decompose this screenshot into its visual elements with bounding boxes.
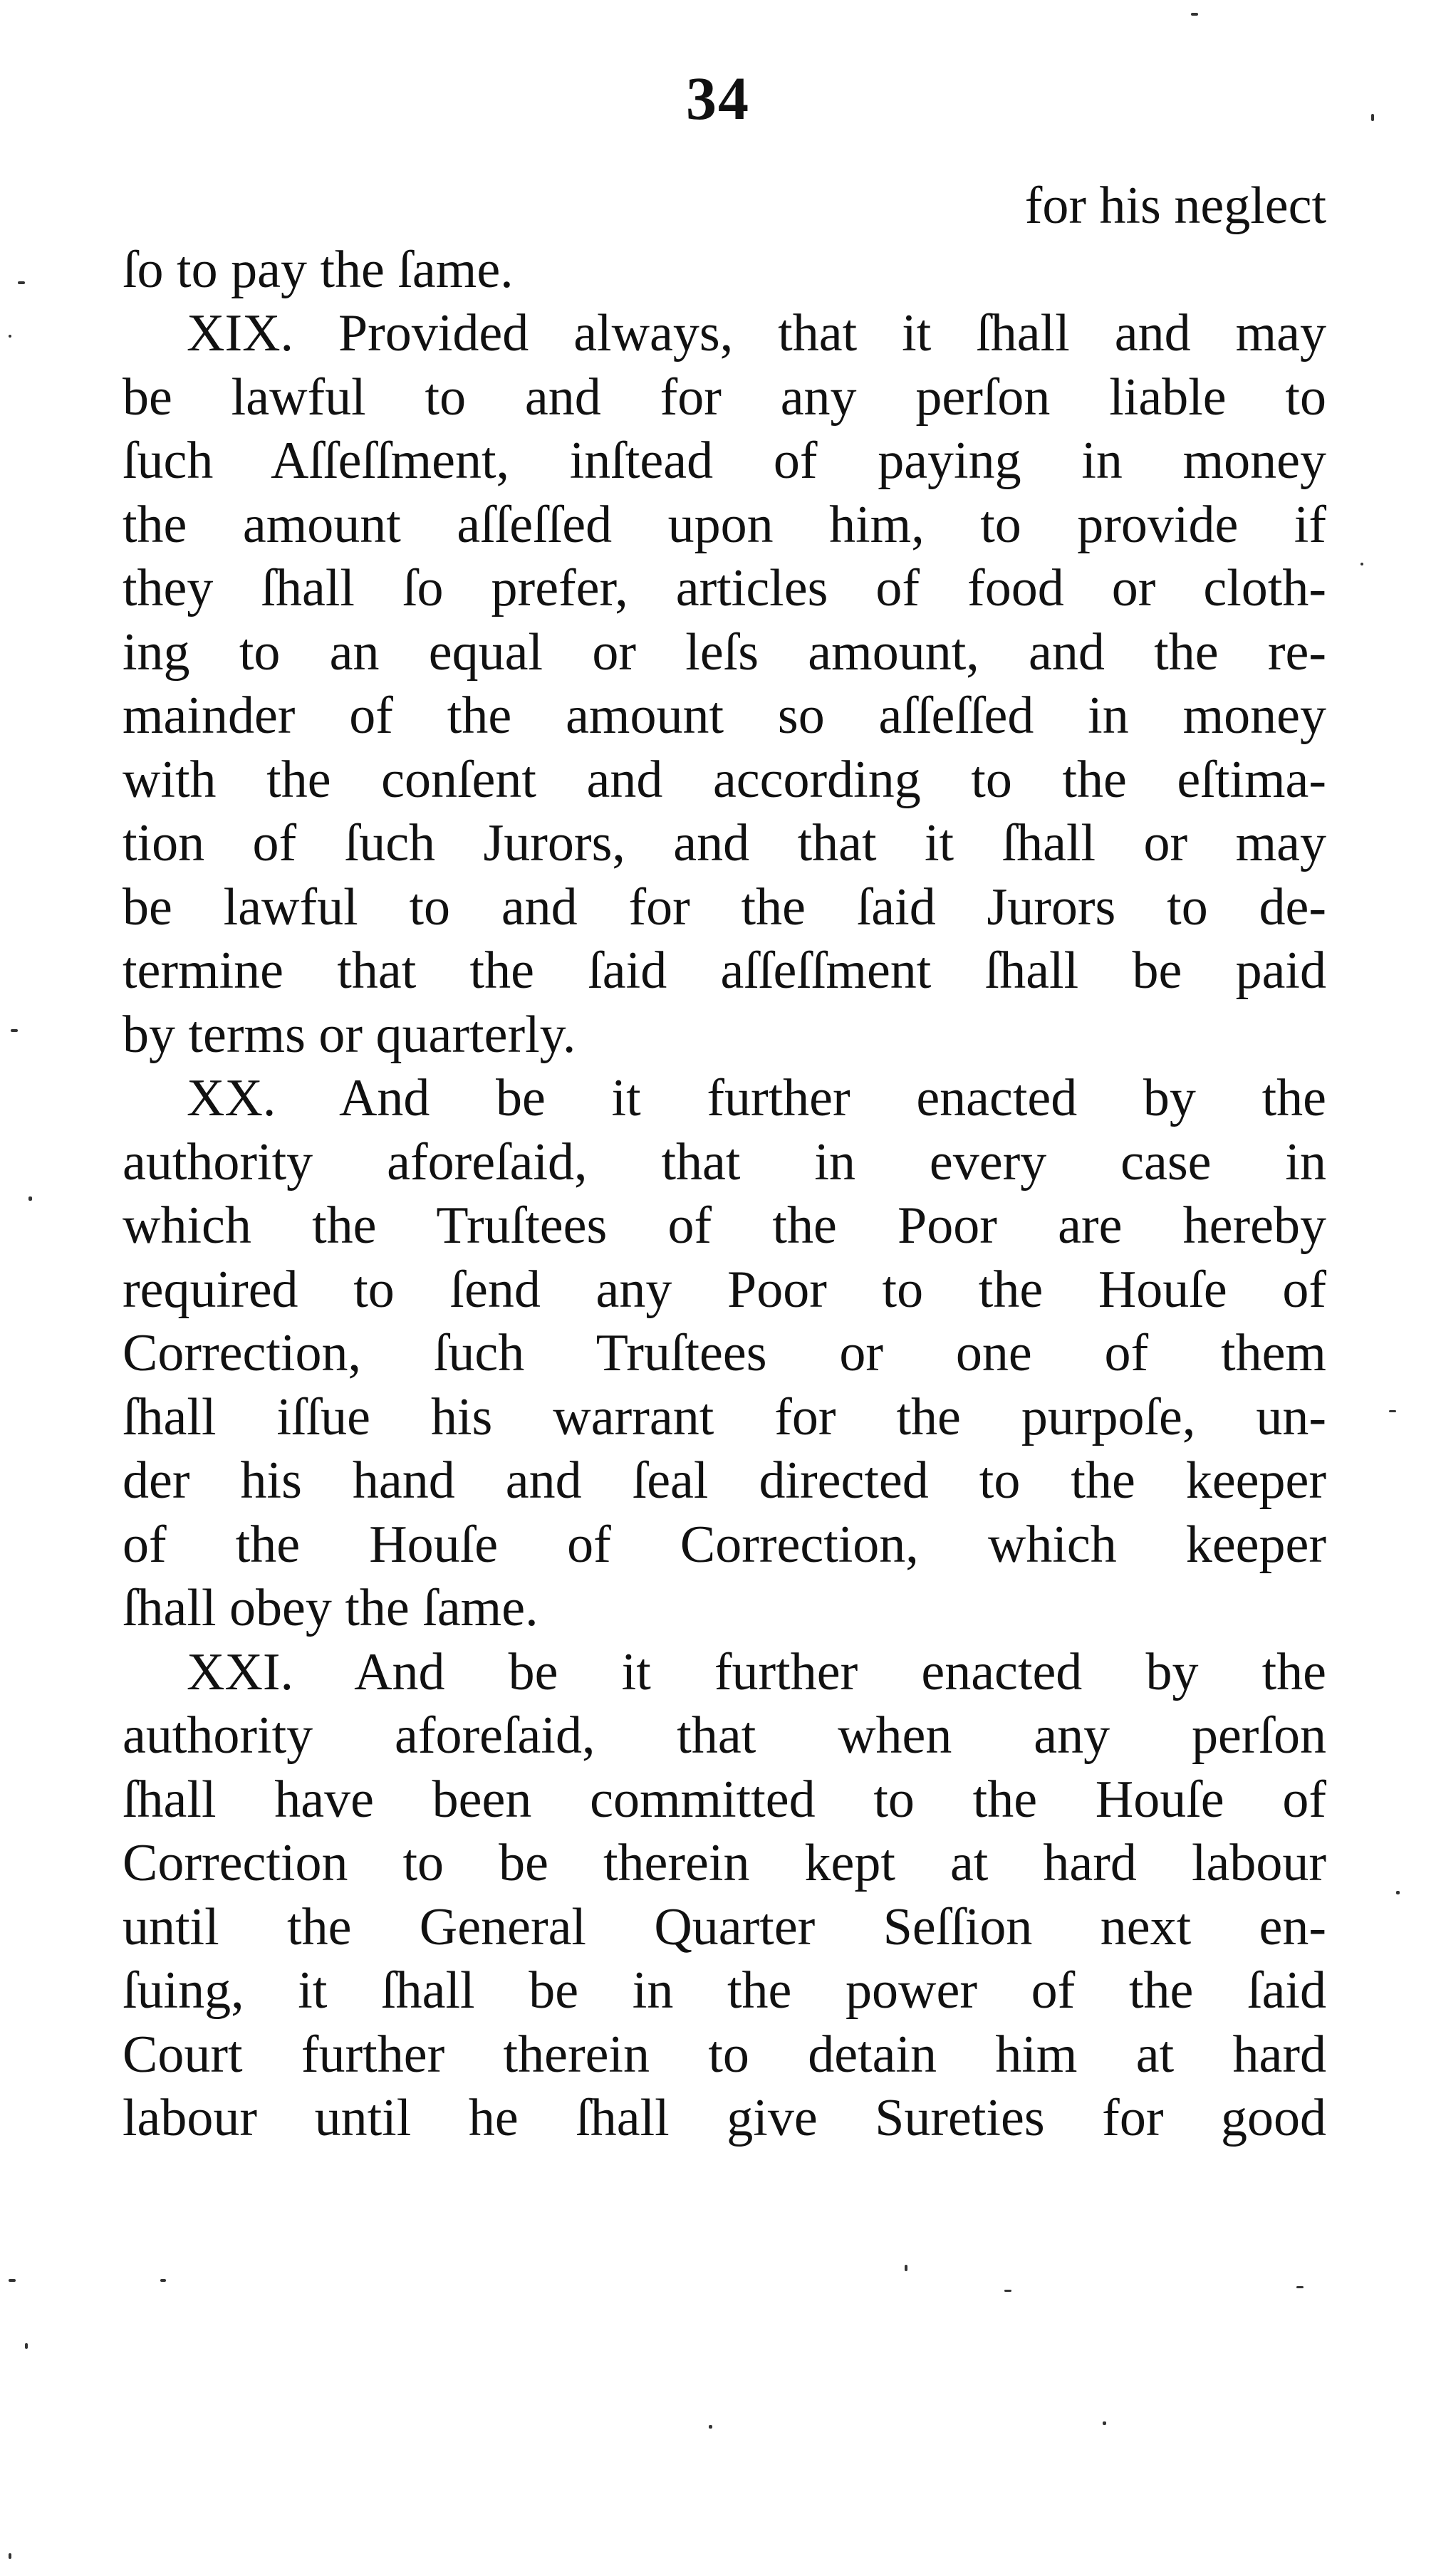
text-line: required to ſend any Poor to the Houſe of [123,1260,1326,1319]
text-line: ſhall have been committed to the Houſe of [123,1770,1326,1829]
text-line: ſhall obey the ſame. [123,1579,538,1637]
text-line: labour until he ſhall give Sureties for good [123,2089,1326,2147]
text-line: until the General Quarter Seſſion next en- [123,1897,1326,1956]
body-text [123,174,1326,2151]
section-xix-start: XIX. Provided always, that it ſhall and may [187,304,1326,363]
text-line: for his neglect [1024,177,1326,235]
text-line: ſhall iſſue his warrant for the purpoſe, un- [123,1387,1326,1446]
text-line: der his hand and ſeal directed to the keeper [123,1451,1326,1510]
text-line: the amount aſſeſſed upon him, to provide if [123,495,1326,554]
text-line: they ſhall ſo prefer, articles of food or cloth- [123,559,1326,617]
text-line: Correction, ſuch Truſtees or one of them [123,1324,1326,1382]
text-line: ing to an equal or leſs amount, and the re- [123,622,1326,682]
text-line: authority aforeſaid, that when any perſon [123,1706,1326,1765]
text-line: authority aforeſaid, that in every case in [123,1132,1326,1191]
section-xxi-start: XXI. And be it further enacted by the [187,1642,1326,1701]
text-line: by terms or quarterly. [123,1005,576,1064]
section-xx-start: XX. And be it further enacted by the [187,1069,1326,1127]
text-line: mainder of the amount so aſſeſſed in money [123,687,1326,745]
text-line: with the conſent and according to the eſtima- [123,750,1326,809]
text-line: be lawful to and for any perſon liable to [123,367,1326,427]
text-line: ſo to pay the ſame. [123,240,514,299]
text-line: be lawful to and for the ſaid Jurors to de- [123,877,1326,937]
text-line: Court further therein to detain him at hard [123,2025,1326,2084]
text-line: which the Truſtees of the Poor are hereby [123,1196,1326,1255]
page-number: 34 [686,64,750,132]
text-line: termine that the ſaid aſſeſſment ſhall be paid [123,942,1326,1000]
text-line: ſuch Aſſeſſment, inſtead of paying in money [123,432,1326,490]
text-line: ſuing, it ſhall be in the power of the ſaid [123,1961,1326,2020]
text-line: of the Houſe of Correction, which keeper [123,1515,1326,1574]
text-line: Correction to be therein kept at hard labour [123,1834,1326,1892]
text-line: tion of ſuch Jurors, and that it ſhall or may [123,814,1326,872]
